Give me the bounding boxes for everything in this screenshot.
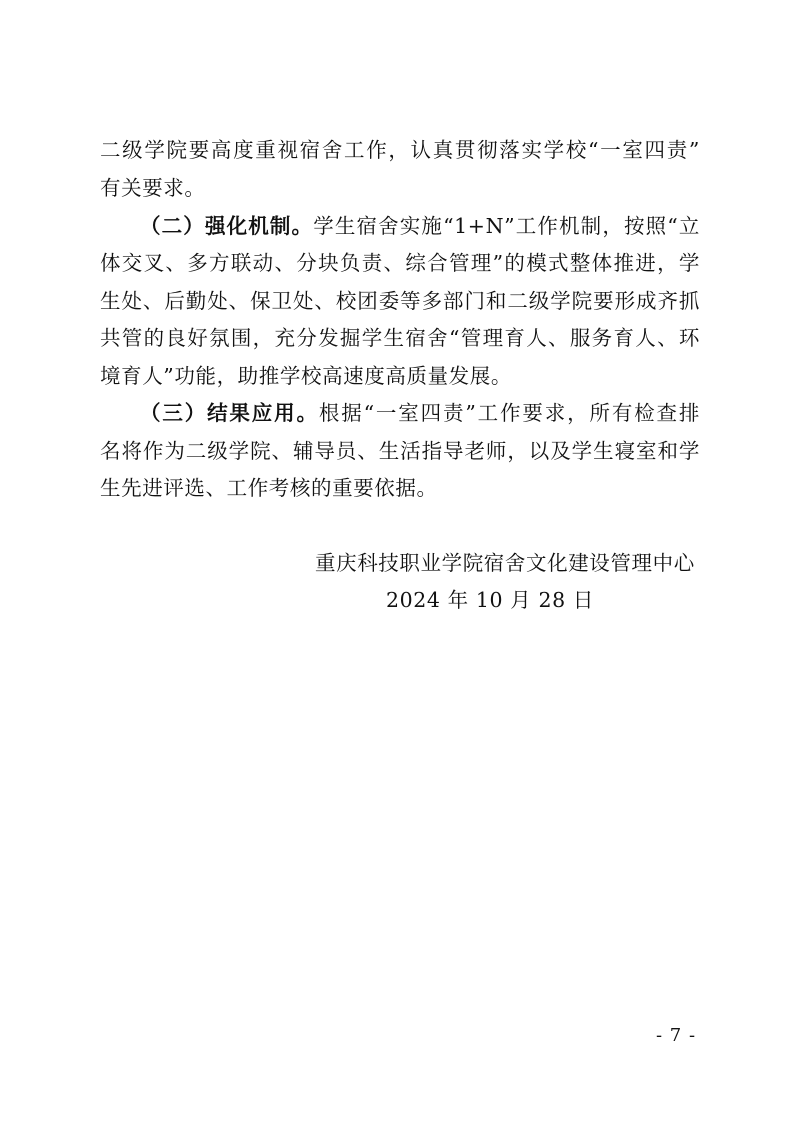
section2-line-1-text: 学生宿舍实施“1+N”工作机制，按照“立: [313, 214, 700, 238]
page-number: - 7 -: [656, 1025, 697, 1046]
section2-line-3: 生处、后勤处、保卫处、校团委等多部门和二级学院要形成齐抓: [100, 289, 700, 313]
section2-line-4: 共管的良好氛围，充分发掘学生宿舍“管理育人、服务育人、环: [100, 326, 700, 350]
section3-line-3: 生先进评选、工作考核的重要依据。: [100, 476, 438, 500]
section2-heading: （二）强化机制。: [140, 214, 314, 238]
signature-date: 2024 年 10 月 28 日: [386, 588, 595, 612]
intro-line-1: 二级学院要高度重视宿舍工作，认真贯彻落实学校“一室四责”: [100, 138, 700, 162]
section3-line-1: [140, 399, 700, 427]
section2-line-2: 体交叉、多方联动、分块负责、综合管理”的模式整体推进，学: [100, 251, 700, 275]
section3-line-1-text: 根据“一室四责”工作要求，所有检查排: [318, 401, 700, 425]
intro-line-2: 有关要求。: [100, 176, 206, 200]
section2-line-5: 境育人”功能，助推学校高速度高质量发展。: [100, 364, 512, 388]
section2-line-1: [140, 212, 700, 240]
section3-heading: （三）结果应用。: [140, 401, 319, 425]
signature-organization: 重庆科技职业学院宿舍文化建设管理中心: [315, 551, 695, 575]
section3-line-2: 名将作为二级学院、辅导员、生活指导老师，以及学生寝室和学: [100, 439, 700, 463]
